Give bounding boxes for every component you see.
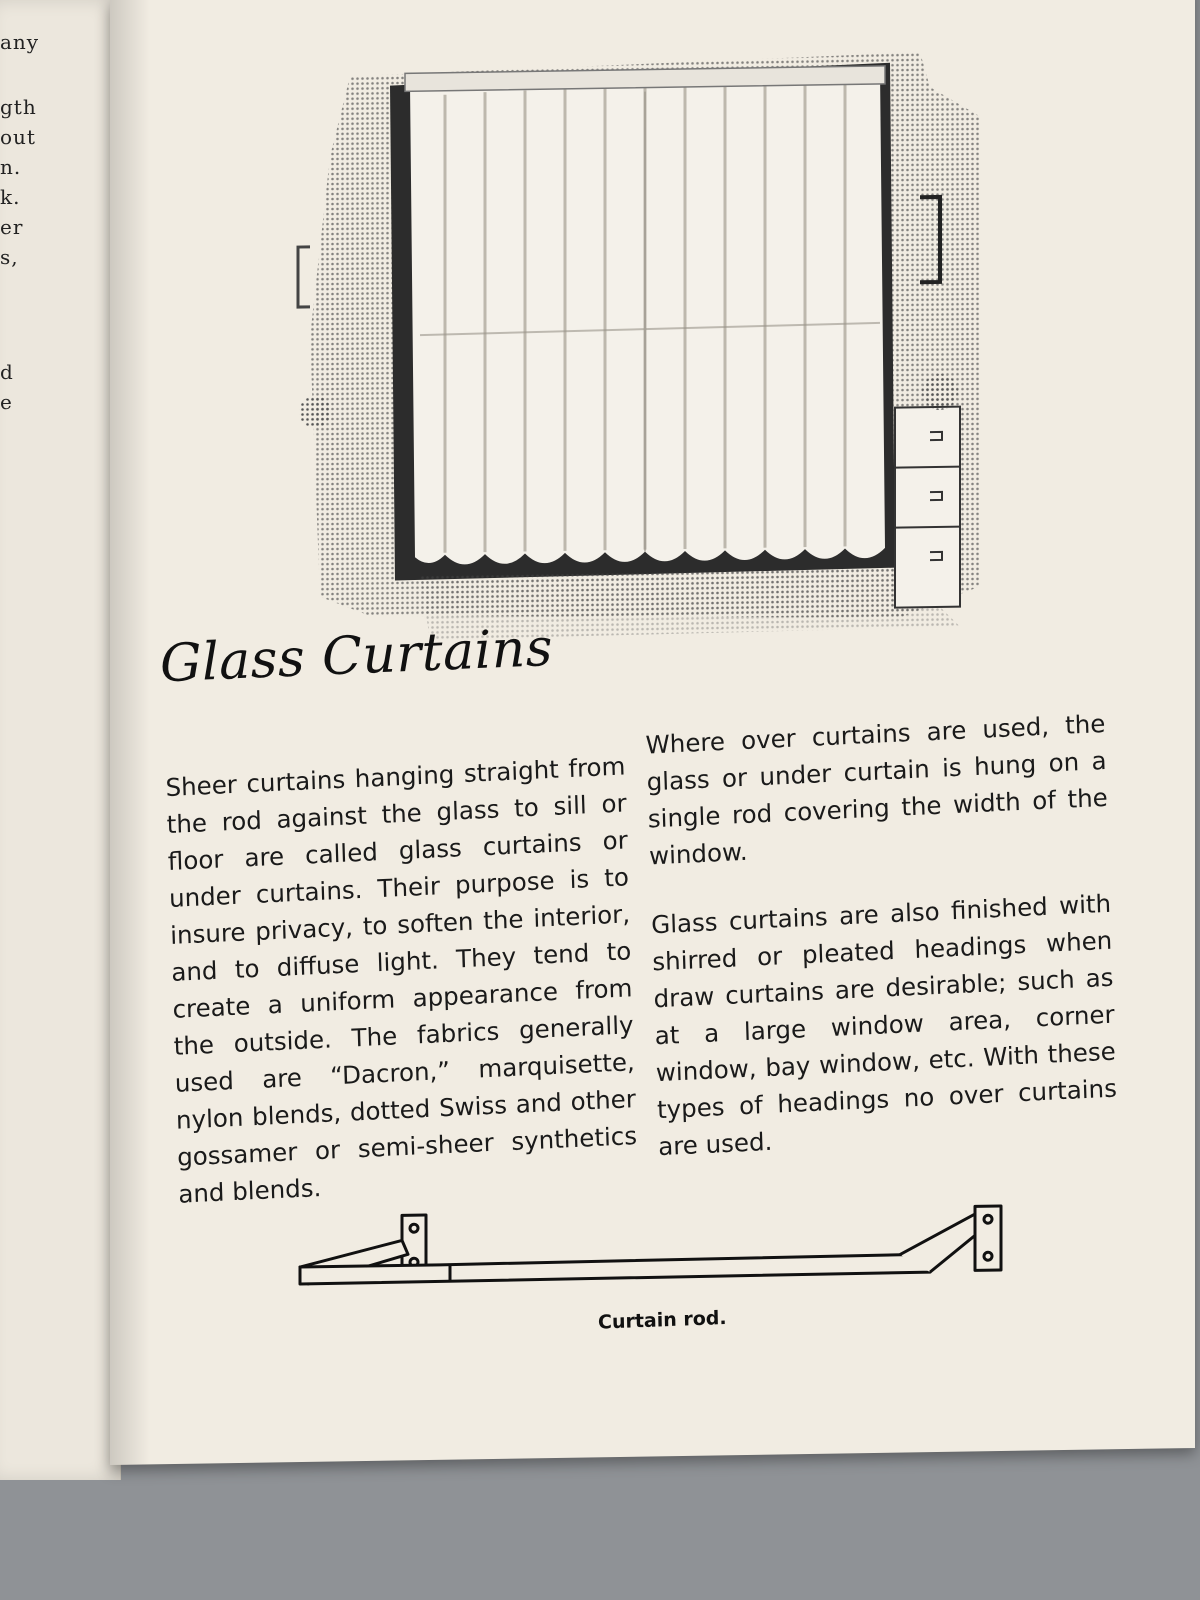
left-page-fragment: e [0, 390, 13, 414]
left-page-fragment: s, [0, 245, 19, 269]
curtain-window-illustration [280, 25, 1040, 657]
curtain-rod-illustration [290, 1201, 1010, 1312]
left-page-fragment: k. [0, 185, 21, 209]
book-page [110, 0, 1195, 1465]
paragraph-headings: Glass curtains are also finished with shirred or pleated headings when draw curtains are desirable; such as at a large window area, corner window, bay window, etc. With these types of headings no over curtains are used. [650, 888, 1118, 1162]
facing-page-left [0, 0, 121, 1480]
rod-caption: Curtain rod. [597, 1306, 727, 1334]
page-gutter-shadow [110, 0, 150, 1465]
left-page-fragment: n. [0, 155, 22, 179]
left-page-fragment: er [0, 215, 24, 239]
paragraph-glass-curtains-intro: Sheer curtains hanging straight from the rod against the glass to sill or floor are called glass curtains or under curtains. Their purpose is to insure privacy, to soften the interior, and to diffuse light. They tend to create a uniform appearance from the outside. The fabrics generally used are “Dacron,” marquisette, nylon blends, dotted Swiss and other gossamer or semi-sheer synthetics and blends. [165, 751, 638, 1209]
left-page-fragment: gth [0, 95, 37, 119]
page-title: Glass Curtains [159, 617, 554, 695]
left-page-fragment: d [0, 360, 14, 384]
left-page-fragment: out [0, 125, 36, 149]
text-column-right [645, 705, 1120, 1197]
text-column-left [165, 747, 640, 1244]
left-page-fragment: any [0, 30, 40, 54]
paragraph-over-curtains: Where over curtains are used, the glass or under curtain is hung on a single rod covering the width of the window. [645, 708, 1109, 871]
